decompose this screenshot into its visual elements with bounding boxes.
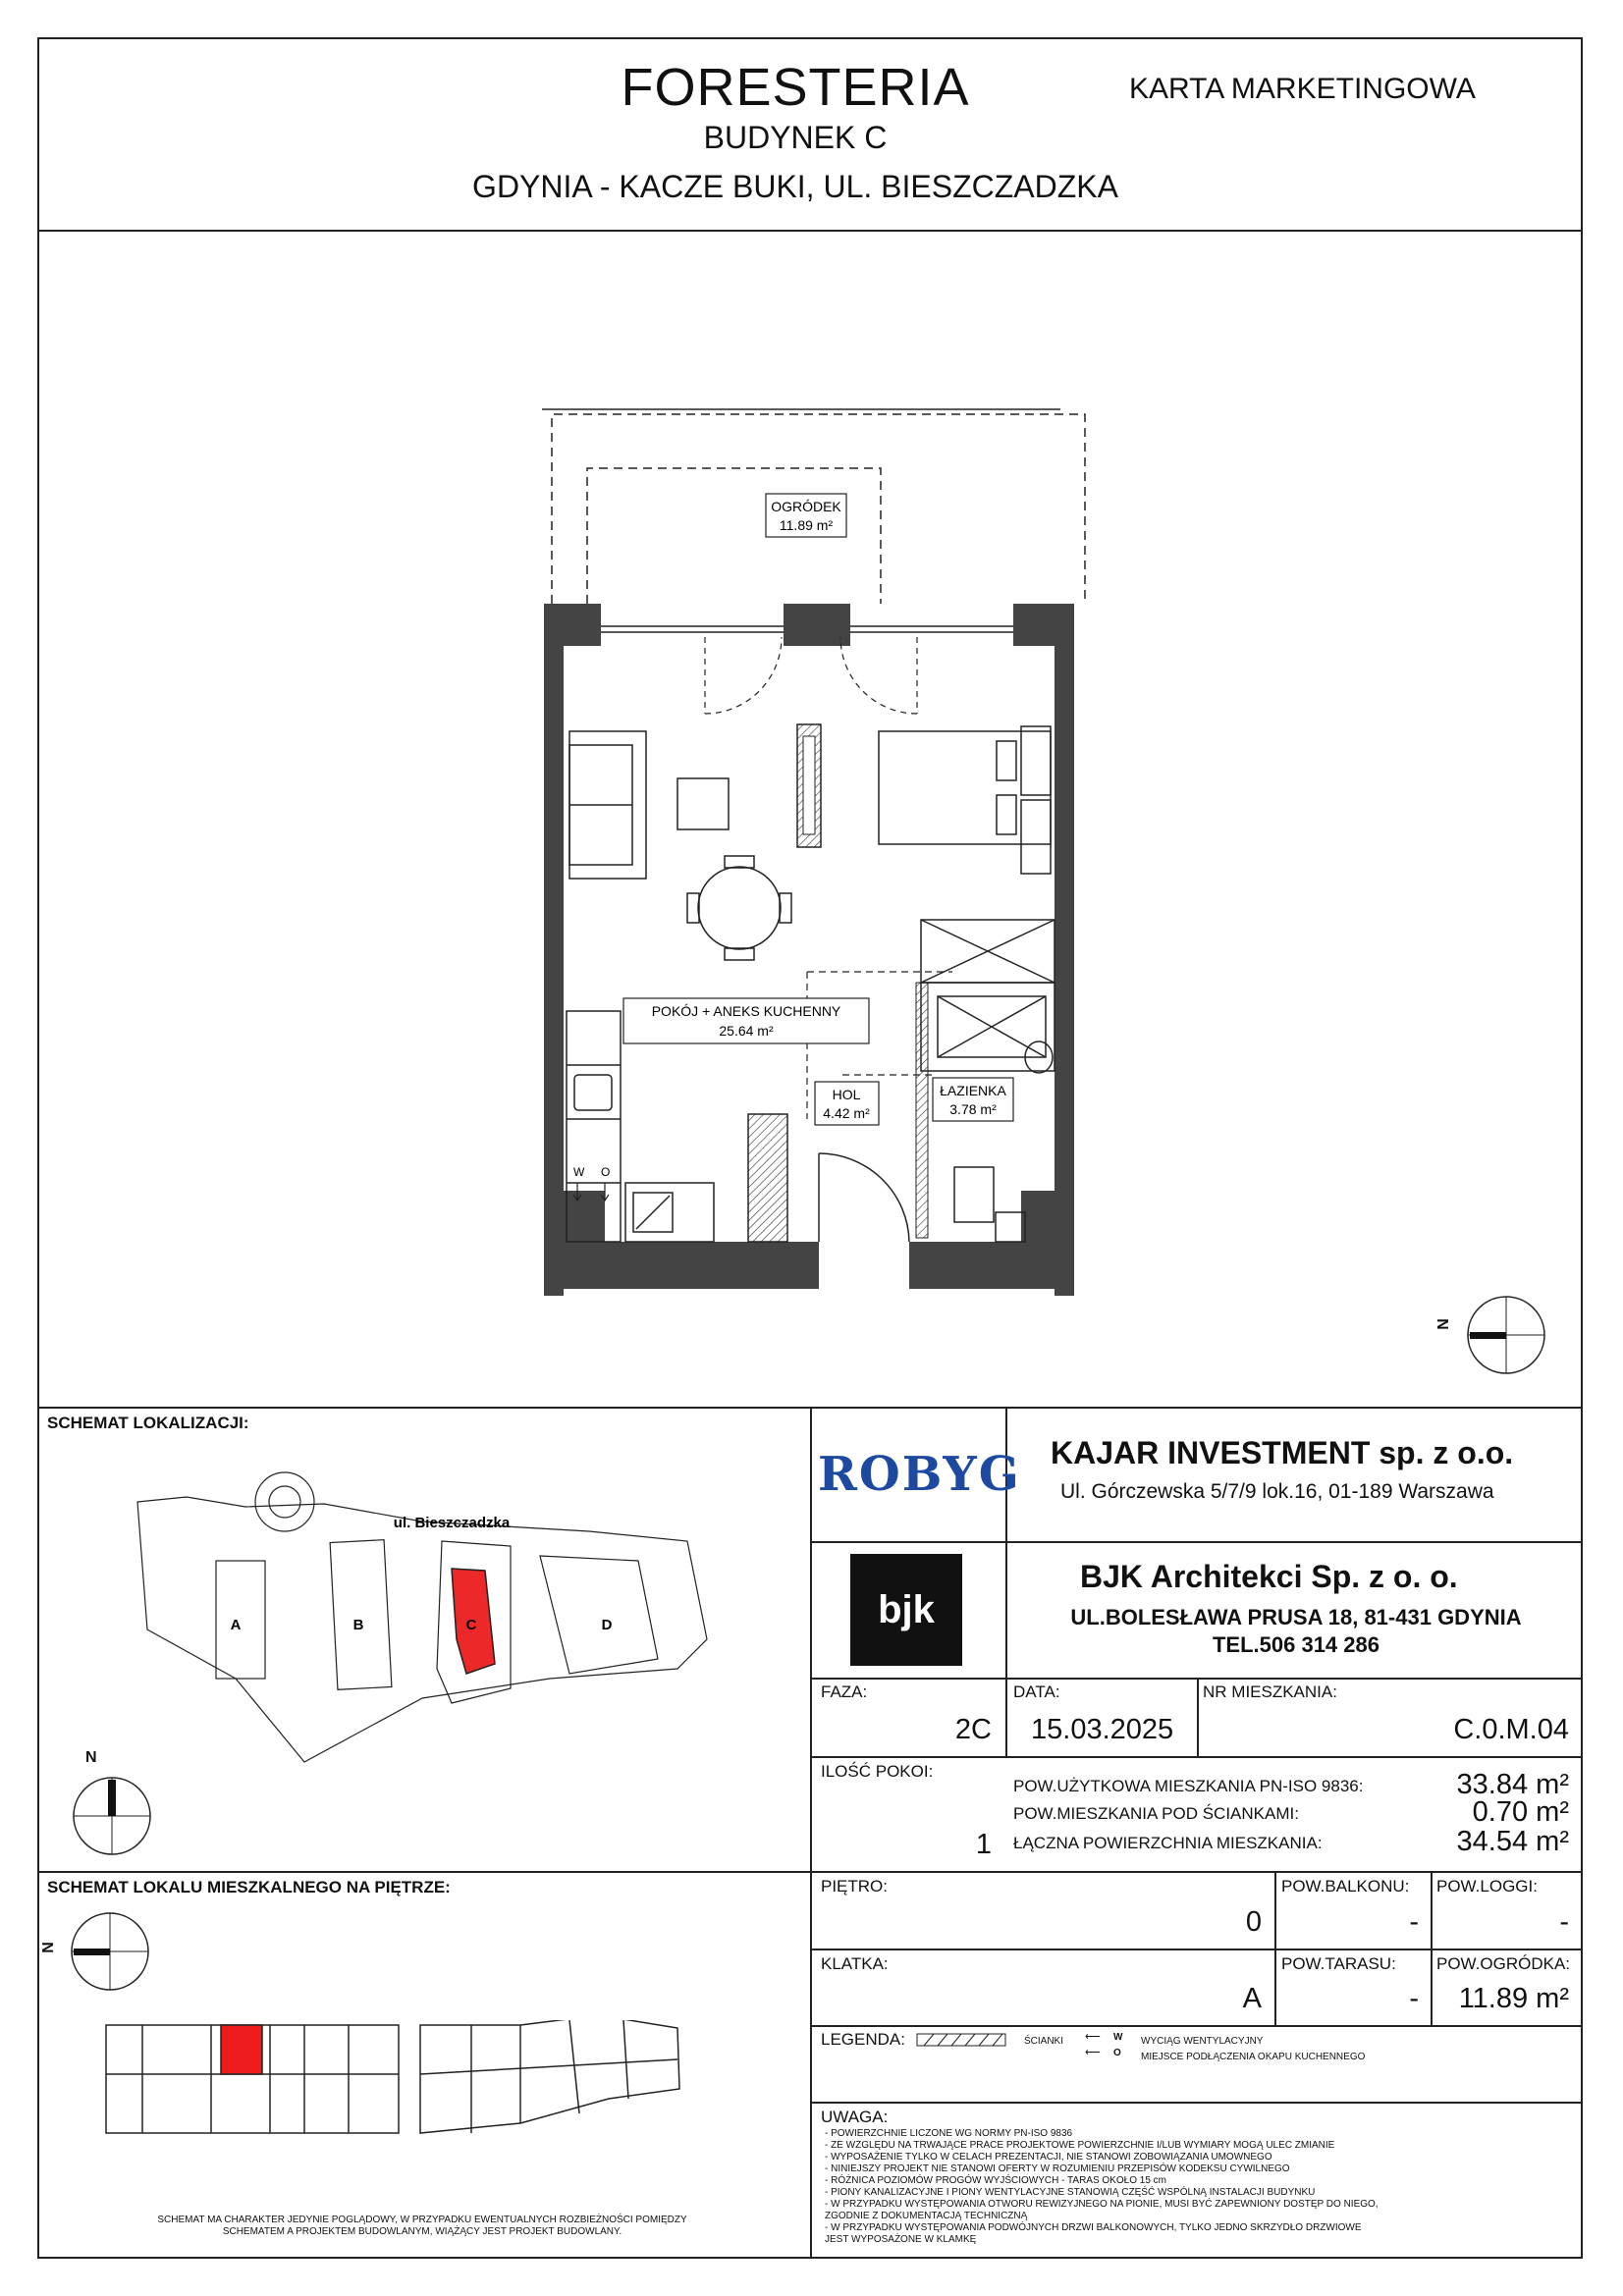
- row-divider-4: [37, 1871, 1583, 1873]
- entrance-door: [819, 1153, 909, 1242]
- staircase-value: A: [1242, 1983, 1262, 2014]
- project-title: FORESTERIA: [621, 58, 970, 117]
- garden-area-label: POW.OGRÓDKA:: [1436, 1954, 1571, 1973]
- row-divider-7: [810, 2102, 1583, 2104]
- svg-text:D: D: [601, 1617, 613, 1633]
- legend-o-desc: MIEJSCE PODŁĄCZENIA OKAPU KUCHENNEGO: [1141, 2052, 1366, 2062]
- legend-o: O: [1113, 2048, 1121, 2058]
- floor-scheme-north-letter: N: [39, 1942, 57, 1953]
- plan-north-letter: N: [1434, 1318, 1452, 1330]
- bathroom-label: [933, 1078, 1013, 1121]
- location-heading: SCHEMAT LOKALIZACJI:: [47, 1414, 249, 1432]
- balcony-label: POW.BALKONU:: [1281, 1877, 1410, 1896]
- notes-label: UWAGA:: [821, 2108, 889, 2126]
- legend-walls: ŚCIANKI: [1024, 2036, 1064, 2047]
- legend-arrow-w-icon: ⟵: [1085, 2031, 1101, 2043]
- svg-text:POKÓJ + ANEKS KUCHENNY: POKÓJ + ANEKS KUCHENNY: [651, 1003, 841, 1019]
- location-north-arrow-icon: [71, 1775, 153, 1857]
- svg-text:C: C: [465, 1617, 477, 1633]
- rooms-label: ILOŚĆ POKOI:: [821, 1762, 934, 1781]
- architect-name: BJK Architekci Sp. z o. o.: [1080, 1559, 1458, 1594]
- col-divider-a: [1005, 1678, 1007, 1756]
- row-divider-1: [810, 1541, 1583, 1543]
- svg-text:3.78 m²: 3.78 m²: [949, 1101, 997, 1117]
- dining-table: [687, 856, 791, 960]
- notes-list: [825, 2128, 1571, 2246]
- floor-scheme-disclaimer: SCHEMAT MA CHARAKTER JEDYNIE POGLĄDOWY, W PRZYPADKU EWENTUALNYCH ROZBIEŻNOŚCI POMIĘDZY SCHEMATEM A PROJEKTEM BUDOWLANYM, WIĄŻĄCY JEST PROJEKT BUDOWLANY.: [157, 2215, 687, 2237]
- legend-arrow-o-icon: ⟵: [1085, 2047, 1101, 2058]
- header-divider: [37, 230, 1583, 232]
- street-name: ul. Bieszczadzka: [393, 1515, 511, 1531]
- floor-label: PIĘTRO:: [821, 1877, 889, 1896]
- usable-area-value: 33.84 m²: [1456, 1769, 1569, 1800]
- terrace-label: POW.TARASU:: [1281, 1954, 1396, 1973]
- svg-text:A: A: [230, 1617, 242, 1633]
- total-area-value: 34.54 m²: [1456, 1826, 1569, 1857]
- floor-value: 0: [1245, 1906, 1262, 1938]
- svg-text:4.42 m²: 4.42 m²: [823, 1105, 870, 1121]
- note-line: JEST WYPOSAŻONE W KLAMKĘ: [825, 2234, 977, 2245]
- svg-text:ŁAZIENKA: ŁAZIENKA: [940, 1083, 1006, 1098]
- col-divider-d: [1431, 1871, 1433, 2025]
- row-divider-3: [810, 1756, 1583, 1758]
- note-line: - PIONY KANALIZACYJNE I PIONY WENTYLACYJNE STANOWIĄ CZĘŚĆ WSPÓLNĄ INSTALACJI BUDYNKU: [825, 2187, 1316, 2198]
- col-divider-b: [1197, 1678, 1199, 1756]
- architect-address: UL.BOLESŁAWA PRUSA 18, 81-431 GDYNIA: [1070, 1605, 1522, 1629]
- phase-value: 2C: [954, 1714, 992, 1745]
- svg-text:B: B: [352, 1617, 364, 1633]
- svg-text:HOL: HOL: [832, 1087, 861, 1102]
- under-walls-value: 0.70 m²: [1472, 1796, 1569, 1828]
- card-type: KARTA MARKETINGOWA: [1129, 73, 1476, 105]
- location-north-letter: N: [85, 1749, 97, 1766]
- legend-label: LEGENDA:: [821, 2030, 905, 2049]
- floor-plan: [530, 398, 1100, 1296]
- location-map: [128, 1463, 717, 1777]
- legend-w-desc: WYCIĄG WENTYLACYJNY: [1141, 2036, 1264, 2047]
- building-name: BUDYNEK C: [703, 120, 888, 155]
- svg-text:O: O: [601, 1165, 611, 1179]
- architect-phone: TEL.506 314 286: [1212, 1632, 1380, 1657]
- date-value: 15.03.2025: [1031, 1714, 1174, 1745]
- under-walls-label: POW.MIESZKANIA POD ŚCIANKAMI:: [1013, 1804, 1299, 1823]
- svg-text:OGRÓDEK: OGRÓDEK: [771, 499, 841, 514]
- date-label: DATA:: [1013, 1682, 1060, 1701]
- row-divider-5: [810, 1949, 1583, 1950]
- left-column-divider: [810, 1407, 812, 2259]
- door-swings: [705, 637, 917, 714]
- bed: [879, 726, 1051, 874]
- svg-text:25.64 m²: 25.64 m²: [719, 1023, 774, 1039]
- svg-text:11.89 m²: 11.89 m²: [779, 517, 834, 533]
- robyg-logo: ROBYG: [818, 1447, 1021, 1502]
- note-line: - W PRZYPADKU WYSTĘPOWANIA PODWÓJNYCH DRZWI BALKONOWYCH, TYLKO JEDNO SKRZYDŁO DRZWIOWE: [825, 2222, 1362, 2233]
- apartment-highlight: [221, 2025, 262, 2074]
- staircase-label: KLATKA:: [821, 1954, 889, 1973]
- apartment-label: NR MIESZKANIA:: [1203, 1682, 1337, 1701]
- rooms-value: 1: [975, 1829, 992, 1860]
- note-line: - ZE WZGLĘDU NA TRWAJĄCE PRACE PROJEKTOWE POWIERZCHNIE I/LUB WYMIARY MOGĄ ULEC ZMIANIE: [825, 2140, 1335, 2151]
- note-line: - W PRZYPADKU WYSTĘPOWANIA OTWORU REWIZYJNEGO NA PIONIE, MUSI BYĆ ZAPEWNIONY DOSTĘP DO NIEGO,: [825, 2199, 1379, 2210]
- plan-north-arrow-icon: [1465, 1294, 1547, 1376]
- usable-area-label: POW.UŻYTKOWA MIESZKANIA PN-ISO 9836:: [1013, 1777, 1364, 1795]
- bjk-logo: bjk: [850, 1554, 962, 1666]
- loggia-label: POW.LOGGI:: [1436, 1877, 1538, 1896]
- project-address: GDYNIA - KACZE BUKI, UL. BIESZCZADZKA: [472, 169, 1118, 204]
- svg-text:W: W: [573, 1165, 585, 1179]
- legend-w: W: [1113, 2032, 1123, 2043]
- investor-address: Ul. Górczewska 5/7/9 lok.16, 01-189 Warszawa: [1060, 1480, 1494, 1503]
- garden-label: [766, 494, 846, 537]
- floor-scheme-map: [98, 2020, 697, 2138]
- col-divider-c: [1274, 1871, 1276, 2025]
- investor-name: KAJAR INVESTMENT sp. z o.o.: [1051, 1435, 1514, 1470]
- balcony-value: -: [1409, 1906, 1419, 1938]
- total-area-label: ŁĄCZNA POWIERZCHNIA MIESZKANIA:: [1013, 1834, 1323, 1852]
- note-line: - RÓŻNICA POZIOMÓW PROGÓW WYJŚCIOWYCH - TARAS OKOŁO 15 cm: [825, 2175, 1166, 2186]
- room-label: [623, 998, 869, 1043]
- note-line: - POWIERZCHNIE LICZONE WG NORMY PN-ISO 9836: [825, 2128, 1073, 2139]
- floor-scheme-heading: SCHEMAT LOKALU MIESZKALNEGO NA PIĘTRZE:: [47, 1878, 451, 1896]
- terrace-value: -: [1409, 1983, 1419, 2014]
- hall-label: [815, 1082, 879, 1125]
- legend-wall-hatch-icon: [916, 2033, 1006, 2047]
- note-line: - WYPOSAŻENIE TYLKO W CELACH PREZENTACJI, NIE STANOWI ZOBOWIĄZANIA UMOWNEGO: [825, 2152, 1272, 2163]
- floor-scheme-north-arrow-icon: [69, 1910, 151, 1993]
- note-line: - NINIEJSZY PROJEKT NIE STANOWI OFERTY W ROZUMIENIU PRZEPISÓW KODEKSU CYWILNEGO: [825, 2163, 1290, 2174]
- outer-walls: [544, 604, 1074, 1296]
- note-line: ZGODNIE Z DOKUMENTACJĄ TECHNICZNĄ: [825, 2211, 1028, 2221]
- loggia-value: -: [1559, 1906, 1569, 1938]
- apartment-number: C.0.M.04: [1453, 1714, 1569, 1745]
- phase-label: FAZA:: [821, 1682, 868, 1701]
- row-divider-6: [810, 2025, 1583, 2027]
- sofa: [569, 731, 646, 879]
- garden-area-value: 11.89 m²: [1458, 1983, 1569, 2014]
